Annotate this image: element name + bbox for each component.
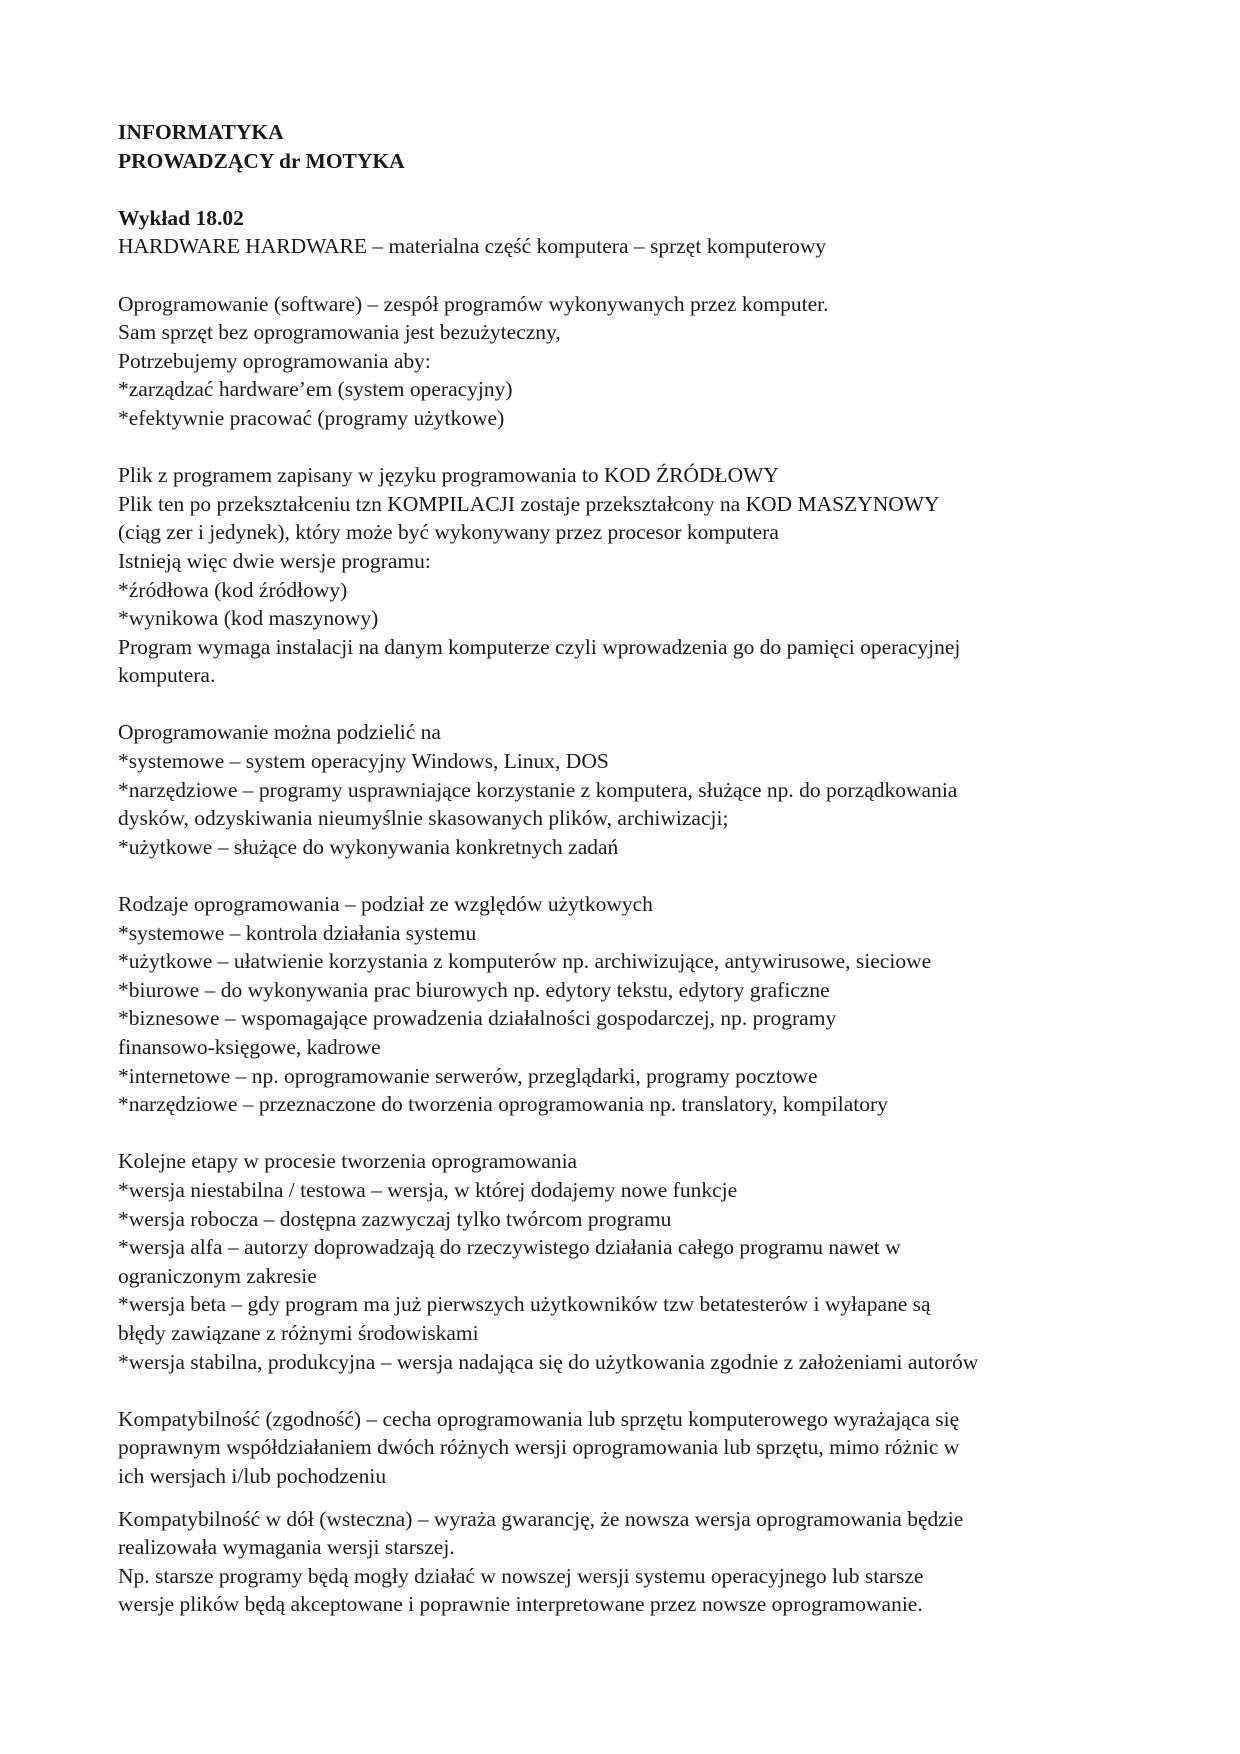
spacer	[118, 1491, 1128, 1505]
text-line: Oprogramowanie można podzielić na	[118, 720, 441, 745]
spacer	[118, 175, 1128, 204]
lecture-title: Wykład 18.02	[118, 205, 244, 230]
bullet-line: *wersja niestabilna / testowa – wersja, w której dodajemy nowe funkcje	[118, 1177, 738, 1202]
text-line: Rodzaje oprogramowania – podział ze względów użytkowych	[118, 892, 653, 917]
spacer	[118, 1376, 1128, 1405]
bullet-line: *użytkowe – służące do wykonywania konkretnych zadań	[118, 834, 619, 859]
text-line: komputera.	[118, 663, 216, 688]
bullet-line: *systemowe – kontrola działania systemu	[118, 920, 477, 945]
text-line: Kolejne etapy w procesie tworzenia oprogramowania	[118, 1149, 578, 1174]
text-line: wersje plików będą akceptowane i poprawnie interpretowane przez nowsze oprogramowanie.	[118, 1592, 923, 1617]
text-line: dysków, odzyskiwania nieumyślnie skasowanych plików, archiwizacji;	[118, 806, 729, 831]
backward-compatibility-paragraph	[118, 1505, 1128, 1619]
text-line: Plik z programem zapisany w języku programowania to KOD ŹRÓDŁOWY	[118, 463, 779, 488]
text-line: Kompatybilność (zgodność) – cecha oprogramowania lub sprzętu komputerowego wyrażająca się	[118, 1406, 960, 1431]
bullet-line: *narzędziowe – przeznaczone do tworzenia oprogramowania np. translatory, kompilatory	[118, 1092, 888, 1117]
text-line: Kompatybilność w dół (wsteczna) – wyraża gwarancję, że nowsza wersja oprogramowania będzie	[118, 1506, 964, 1531]
bullet-line: *wersja robocza – dostępna zazwyczaj tylko twórcom programu	[118, 1206, 672, 1231]
spacer	[118, 861, 1128, 890]
spacer	[118, 261, 1128, 290]
text-line: Sam sprzęt bez oprogramowania jest bezużyteczny,	[118, 320, 561, 345]
source-code-paragraph	[118, 461, 1128, 690]
spacer	[118, 433, 1128, 462]
text-line: Program wymaga instalacji na danym komputerze czyli wprowadzenia go do pamięci operacyjnej	[118, 634, 961, 659]
text-line: Potrzebujemy oprogramowania aby:	[118, 348, 431, 373]
bullet-line: *zarządzać hardware’em (system operacyjny)	[118, 377, 513, 402]
bullet-line: *wersja stabilna, produkcyjna – wersja nadająca się do użytkowania zgodnie z założeniami autorów	[118, 1349, 979, 1374]
division-paragraph	[118, 718, 1128, 861]
text-line: finansowo-księgowe, kadrowe	[118, 1035, 381, 1059]
software-paragraph	[118, 290, 1128, 433]
document-subject: INFORMATYKA	[118, 120, 284, 144]
bullet-line: *internetowe – np. oprogramowanie serwerów, przeglądarki, programy pocztowe	[118, 1063, 818, 1088]
text-line: poprawnym współdziałaniem dwóch różnych wersji oprogramowania lub sprzętu, mimo różnic w	[118, 1435, 960, 1460]
types-paragraph	[118, 890, 1128, 1119]
bullet-line: *systemowe – system operacyjny Windows, Linux, DOS	[118, 749, 609, 774]
hardware-definition: HARDWARE HARDWARE – materialna część komputera – sprzęt komputerowy	[118, 234, 827, 259]
bullet-line: *narzędziowe – programy usprawniające korzystanie z komputera, służące np. do porządkowania	[118, 777, 958, 802]
text-line: błędy zawiązane z różnymi środowiskami	[118, 1320, 479, 1345]
text-line: Plik ten po przekształceniu tzn KOMPILACJI zostaje przekształcony na KOD MASZYNOWY	[118, 491, 940, 516]
bullet-line: *użytkowe – ułatwienie korzystania z komputerów np. archiwizujące, antywirusowe, sieciowe	[118, 949, 932, 974]
bullet-line: *biznesowe – wspomagające prowadzenia działalności gospodarczej, np. programy	[118, 1006, 837, 1031]
text-line: Np. starsze programy będą mogły działać w nowszej wersji systemu operacyjnego lub starsze	[118, 1563, 924, 1588]
bullet-line: *wynikowa (kod maszynowy)	[118, 606, 379, 631]
bullet-line: *efektywnie pracować (programy użytkowe)	[118, 405, 505, 430]
compatibility-paragraph	[118, 1405, 1128, 1491]
text-line: Istnieją więc dwie wersje programu:	[118, 548, 431, 573]
text-line: Oprogramowanie (software) – zespół programów wykonywanych przez komputer.	[118, 291, 829, 316]
stages-paragraph	[118, 1147, 1128, 1376]
text-line: realizowała wymagania wersji starszej.	[118, 1535, 455, 1560]
spacer	[118, 690, 1128, 719]
bullet-line: *wersja beta – gdy program ma już pierwszych użytkowników tzw betatesterów i wyłapane są	[118, 1292, 931, 1317]
text-line: (ciąg zer i jedynek), który może być wykonywany przez procesor komputera	[118, 520, 779, 545]
text-line: ograniczonym zakresie	[118, 1263, 317, 1288]
document-page	[118, 118, 1128, 1619]
text-line: ich wersjach i/lub pochodzeniu	[118, 1463, 387, 1488]
bullet-line: *wersja alfa – autorzy doprowadzają do rzeczywistego działania całego programu nawet w	[118, 1235, 901, 1260]
document-lecturer: PROWADZĄCY dr MOTYKA	[118, 148, 405, 173]
bullet-line: *biurowe – do wykonywania prac biurowych np. edytory tekstu, edytory graficzne	[118, 977, 830, 1002]
spacer	[118, 1119, 1128, 1148]
bullet-line: *źródłowa (kod źródłowy)	[118, 577, 348, 602]
